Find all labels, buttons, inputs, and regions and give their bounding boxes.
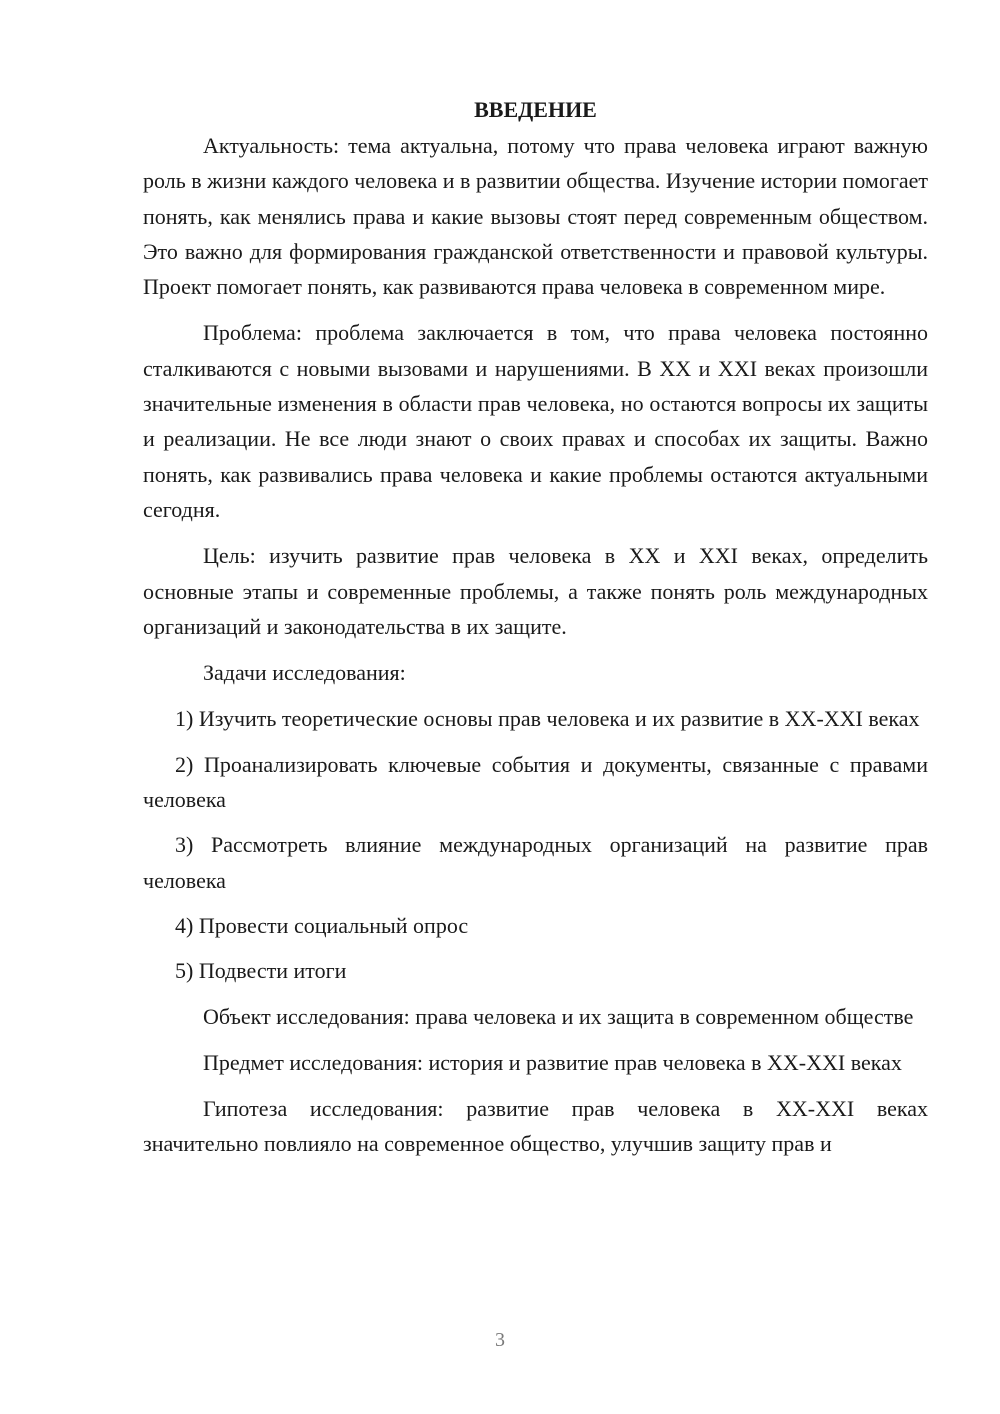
task-item-2: 2) Проанализировать ключевые события и документы, связанные с правами человека bbox=[143, 751, 928, 813]
paragraph-relevance: Актуальность: тема актуальна, потому что права человека играют важную роль в жизни каждого человека и в развитии общества. Изучение истории помогает понять, как менялись права и какие вызовы стоят перед современным обществом. Это важно для формирования гражданской ответственности и правовой культуры. Проект помогает понять, как развиваются права человека в современном мире. bbox=[143, 133, 928, 300]
task-item-5: 5) Подвести итоги bbox=[175, 958, 347, 984]
paragraph-hypothesis: Гипотеза исследования: развитие прав человека в XX-XXI веках значительно повлияло на современное общество, улучшив защиту прав и bbox=[143, 1096, 928, 1157]
task-item-3: 3) Рассмотреть влияние международных организаций на развитие прав человека bbox=[143, 832, 928, 893]
paragraph-object: Объект исследования: права человека и их защита в современном обществе bbox=[203, 1003, 914, 1029]
paragraph-subject: Предмет исследования: история и развитие прав человека в XX-XXI веках bbox=[203, 1049, 902, 1075]
task-item-1: 1) Изучить теоретические основы прав человека и их развитие в XX-XXI веках bbox=[175, 706, 920, 732]
document-page bbox=[143, 92, 928, 1173]
paragraph-goal: Цель: изучить развитие прав человека в XX и XXI веках, определить основные этапы и современные проблемы, а также понять роль международных организаций и законодательства в их защите. bbox=[143, 543, 928, 639]
task-item-4: 4) Провести социальный опрос bbox=[175, 912, 469, 938]
section-title: ВВЕДЕНИЕ bbox=[474, 97, 597, 122]
tasks-heading: Задачи исследования: bbox=[203, 660, 406, 686]
page-number: 3 bbox=[495, 1329, 505, 1351]
paragraph-problem: Проблема: проблема заключается в том, что права человека постоянно сталкиваются с новыми вызовами и нарушениями. В XX и XXI веках произошли значительные изменения в области прав человека, но остаются вопросы их защиты и реализации. Не все люди знают о своих правах и способах их защиты. Важно понять, как развивались права человека и какие проблемы остаются актуальными сегодня. bbox=[143, 320, 928, 522]
